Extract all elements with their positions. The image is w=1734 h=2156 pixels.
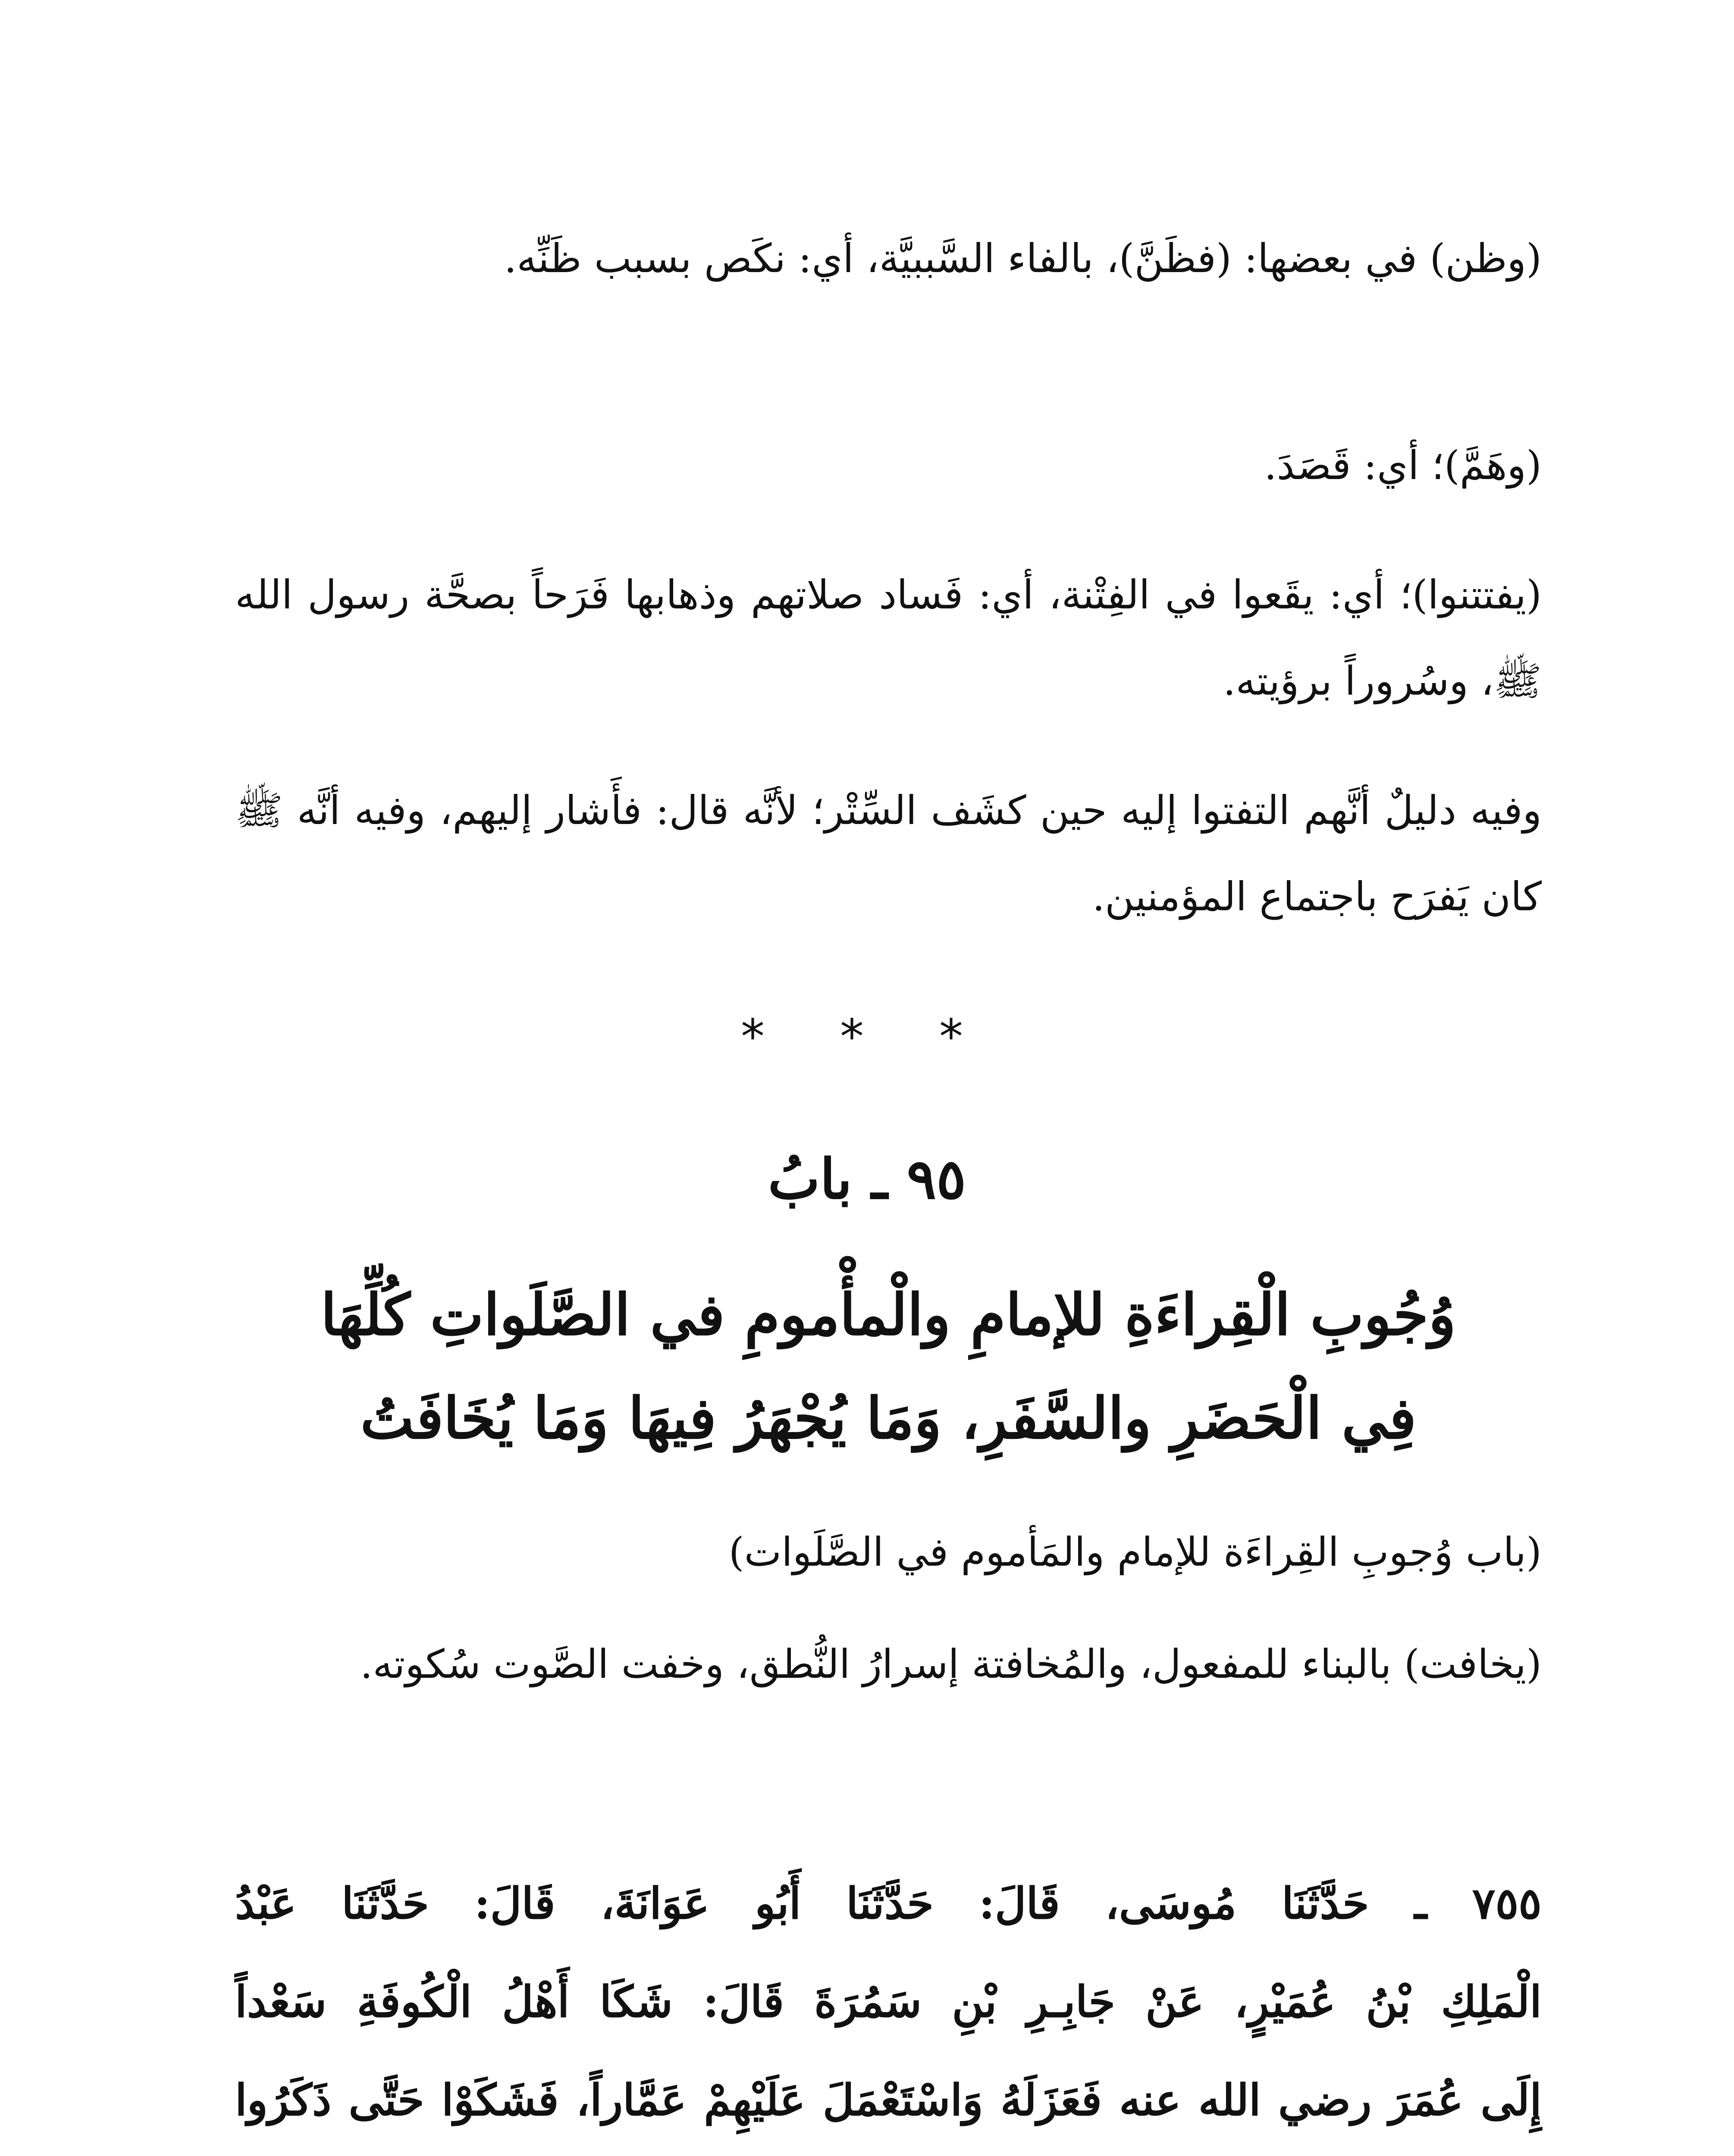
section-separator: * * * — [741, 1009, 993, 1064]
chapter-title-line-2: فِي الْحَضَرِ والسَّفَرِ، وَمَا يُجْهَرُ فِيهَا وَمَا يُخَافَتُ — [360, 1385, 1417, 1452]
commentary-paragraph-dalil: وفيه دليلٌ أنَّهم التفتوا إليه حين كشَف السِّتْر؛ لأنَّه قال: فأَشار إليهم، وفيه أنَّه ﷺ كان يَفرَح باجتماع المؤمنين. — [235, 787, 1542, 920]
commentary-paragraph-yaftatinu: (يفتتنوا)؛ أي: يقَعوا في الفِتْنة، أي: فَساد صلاتهم وذهابها فَرَحاً بصحَّة رسول الله ﷺ، وسُروراً برؤيته. — [235, 572, 1542, 704]
commentary-chapter-heading: (باب وُجوبِ القِراءَة للإمام والمَأموم في الصَّلَوات) — [728, 1529, 1542, 1575]
hadith-line-2: الْمَلِكِ بْنُ عُمَيْرٍ، عَنْ جَابِـرِ بْنِ سَمُرَةَ قَالَ: شَكَا أَهْلُ الْكُوفَةِ سَعْداً — [235, 1976, 1542, 2027]
hadith-line-4 — [235, 2149, 1542, 2156]
commentary-yukhafat: (يخافت) بالبناء للمفعول، والمُخافتة إسرارُ النُّطق، وخفت الصَّوت سُكوته. — [360, 1641, 1542, 1687]
chapter-title-line-1: وُجُوبِ الْقِراءَةِ للإمامِ والْمأْمومِ في الصَّلَواتِ كُلِّهَا — [320, 1282, 1456, 1348]
hadith-line-1: ٧٥٥ ـ حَدَّثَنَا مُوسَى، قَالَ: حَدَّثَنَا أَبُو عَوَانَةَ، قَالَ: حَدَّثَنَا عَبْدُ — [235, 1878, 1542, 1929]
commentary-paragraph-zann: (وظن) في بعضها: (فظَنَّ)، بالفاء السَّببيَّة، أي: نكَص بسبب ظَنِّه. — [504, 235, 1542, 282]
commentary-paragraph-hamma: (وهَمَّ)؛ أي: قَصَدَ. — [1264, 442, 1542, 489]
hadith-line-3: إِلَى عُمَرَ رضي الله عنه فَعَزَلَهُ وَاسْتَعْمَلَ عَلَيْهِمْ عَمَّاراً، فَشَكَوْا حَتَّى ذَكَرُوا — [235, 2075, 1542, 2125]
chapter-number: ٩٥ ـ بابُ — [768, 1147, 966, 1212]
